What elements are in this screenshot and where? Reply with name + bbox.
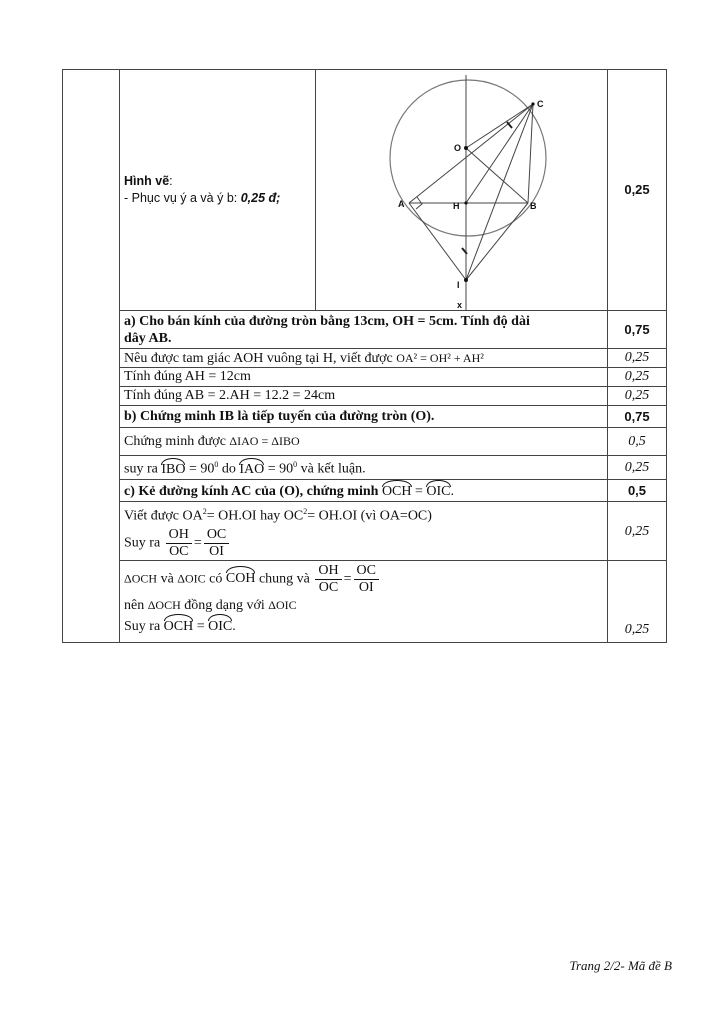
segment-ai bbox=[409, 203, 466, 280]
label-i: I bbox=[457, 280, 460, 290]
label-b: B bbox=[530, 201, 537, 211]
part-b-row-2 bbox=[63, 456, 667, 480]
geometry-figure bbox=[316, 70, 606, 310]
part-c-row-1-c: = OH.OI (vì OA=OC) bbox=[307, 508, 432, 524]
frac2-den-oc: OC bbox=[318, 579, 339, 595]
part-c-chung: chung và bbox=[255, 571, 314, 587]
figure-desc-points: 0,25 đ; bbox=[240, 191, 281, 205]
part-b-row-2-eq1: = 90 bbox=[185, 461, 215, 477]
segment-ob bbox=[466, 148, 528, 203]
frac-num-oc: OC bbox=[204, 527, 229, 544]
part-a-row-3-text: Tính đúng AB = 2.AH = 12.2 = 24cm bbox=[120, 387, 608, 406]
page-footer: Trang 2/2- Mã đề B bbox=[569, 958, 672, 973]
figure-description bbox=[120, 70, 316, 311]
segment-hc bbox=[466, 104, 533, 203]
part-a-title-row bbox=[63, 311, 667, 349]
circle-o bbox=[390, 80, 546, 236]
part-c-row-2 bbox=[63, 560, 667, 642]
part-a-row-1-score: 0,25 bbox=[608, 349, 667, 368]
part-c-row-1-a: Viết được OA bbox=[124, 508, 203, 524]
part-c-title-row bbox=[63, 480, 667, 502]
point-h bbox=[464, 201, 467, 204]
part-c-and: và bbox=[157, 571, 178, 587]
fraction-oh-oc bbox=[166, 527, 192, 560]
figure-title: Hình vẽ bbox=[124, 174, 170, 188]
frac2-num-oh: OH bbox=[315, 563, 341, 580]
part-b-row-2-suffix: và kết luận. bbox=[297, 461, 366, 477]
part-c-eq-2: = bbox=[193, 618, 209, 634]
part-a-score: 0,75 bbox=[608, 311, 667, 349]
point-c bbox=[531, 102, 534, 105]
grading-table bbox=[62, 69, 667, 643]
part-b-row-1-score: 0,5 bbox=[608, 428, 667, 456]
part-b-row-2-mid: do bbox=[218, 461, 240, 477]
sup-2-b: 2 bbox=[303, 507, 308, 516]
degree-sup-2: 0 bbox=[293, 460, 298, 470]
part-c-suy-ra: Suy ra bbox=[124, 535, 164, 551]
part-a-row-2-score: 0,25 bbox=[608, 368, 667, 387]
part-c-dot-2: . bbox=[232, 618, 236, 634]
frac2-equals: = bbox=[343, 571, 352, 587]
part-a-row-3-score: 0,25 bbox=[608, 387, 667, 406]
part-a-row-2 bbox=[63, 368, 667, 387]
figure-desc-prefix: - Phục vụ ý a và ý b: bbox=[124, 191, 241, 205]
segment-bi bbox=[466, 203, 528, 280]
figure-row bbox=[63, 70, 667, 311]
part-a-row-1-label: Nêu được tam giác AOH vuông tại H, viết được bbox=[124, 350, 397, 366]
part-a-title bbox=[120, 311, 608, 349]
part-c-title-eq: = bbox=[411, 484, 427, 499]
figure-cell bbox=[316, 70, 608, 311]
part-b-row-2-score: 0,25 bbox=[608, 456, 667, 480]
part-b-row-2-eq2: = 90 bbox=[264, 461, 294, 477]
part-a-row-1-formula: OA² = OH² + AH² bbox=[396, 350, 484, 365]
frac-den-oi: OI bbox=[209, 543, 224, 559]
part-b-row-1 bbox=[63, 428, 667, 456]
part-a-row-3 bbox=[63, 387, 667, 406]
part-c-title-dot: . bbox=[450, 484, 455, 499]
frac2-den-oi: OI bbox=[358, 579, 374, 595]
angle-och: OCH bbox=[382, 481, 412, 500]
angle-ibo: IBO bbox=[161, 459, 185, 478]
part-b-title-row bbox=[63, 406, 667, 428]
angle-oic-2: OIC bbox=[208, 615, 232, 636]
tri-oic-1: ΔOIC bbox=[177, 571, 206, 586]
angle-oic: OIC bbox=[426, 481, 450, 500]
part-b-score: 0,75 bbox=[608, 406, 667, 428]
frac-num-oh: OH bbox=[166, 527, 192, 544]
tri-oic-2: ΔOIC bbox=[268, 597, 297, 612]
part-a-row-1-text bbox=[120, 349, 608, 368]
segment-bc bbox=[528, 104, 533, 203]
part-b-title: b) Chứng minh IB là tiếp tuyến của đường tròn (O). bbox=[120, 406, 608, 428]
label-a: A bbox=[398, 199, 405, 209]
part-a-row-2-text: Tính đúng AH = 12cm bbox=[120, 368, 608, 387]
frac2-num-oc: OC bbox=[354, 563, 379, 580]
part-c-row-1-score: 0,25 bbox=[608, 502, 667, 561]
part-b-row-2-prefix: suy ra bbox=[124, 461, 162, 477]
part-a-title-line1: a) Cho bán kính của đường tròn bằng 13cm, OH = 5cm. Tính độ dài bbox=[124, 313, 530, 329]
part-b-row-2-text bbox=[120, 456, 608, 480]
label-h: H bbox=[453, 201, 460, 211]
question-number-cell bbox=[63, 70, 120, 643]
part-a-row-1 bbox=[63, 349, 667, 368]
part-c-title-prefix: c) Kẻ đường kính AC của (O), chứng minh bbox=[124, 484, 382, 499]
part-b-row-1-label: Chứng minh được bbox=[124, 434, 230, 449]
angle-och-2: OCH bbox=[164, 615, 194, 636]
part-c-row-2-text bbox=[120, 560, 608, 642]
fraction-oc-oi-2 bbox=[354, 563, 379, 596]
frac-den-oc: OC bbox=[169, 543, 189, 559]
part-b-row-1-formula: ΔIAO = ΔIBO bbox=[229, 434, 300, 448]
label-x: x bbox=[457, 300, 463, 310]
figure-score: 0,25 bbox=[608, 70, 667, 311]
fraction-oc-oi bbox=[204, 527, 229, 560]
degree-sup-1: 0 bbox=[214, 460, 219, 470]
angle-iao: IAO bbox=[239, 459, 264, 478]
part-c-dong-dang: đồng dạng với bbox=[180, 597, 269, 613]
tri-och-1: ΔOCH bbox=[124, 571, 158, 586]
part-c-suy-ra-2: Suy ra bbox=[124, 618, 164, 634]
part-c-co: có bbox=[205, 571, 226, 587]
sup-2-a: 2 bbox=[202, 507, 207, 516]
label-c: C bbox=[537, 99, 544, 109]
tri-och-2: ΔOCH bbox=[147, 597, 181, 612]
figure-title-colon: : bbox=[169, 174, 173, 188]
part-c-row-1-b: = OH.OI hay OC bbox=[206, 508, 304, 524]
part-c-row-1-text bbox=[120, 502, 608, 561]
part-c-row-2-score: 0,25 bbox=[608, 560, 667, 642]
part-c-title bbox=[120, 480, 608, 502]
frac-equals: = bbox=[193, 535, 202, 551]
angle-coh: COH bbox=[226, 567, 256, 588]
label-o: O bbox=[454, 143, 462, 153]
part-a-title-line2: dây AB. bbox=[124, 330, 172, 346]
part-c-row-1 bbox=[63, 502, 667, 561]
part-c-nen: nên bbox=[124, 597, 148, 613]
fraction-oh-oc-2 bbox=[315, 563, 341, 596]
part-b-row-1-text bbox=[120, 428, 608, 456]
point-o bbox=[464, 146, 468, 150]
point-i bbox=[464, 278, 468, 282]
part-c-score: 0,5 bbox=[608, 480, 667, 502]
segment-oc bbox=[466, 104, 533, 148]
